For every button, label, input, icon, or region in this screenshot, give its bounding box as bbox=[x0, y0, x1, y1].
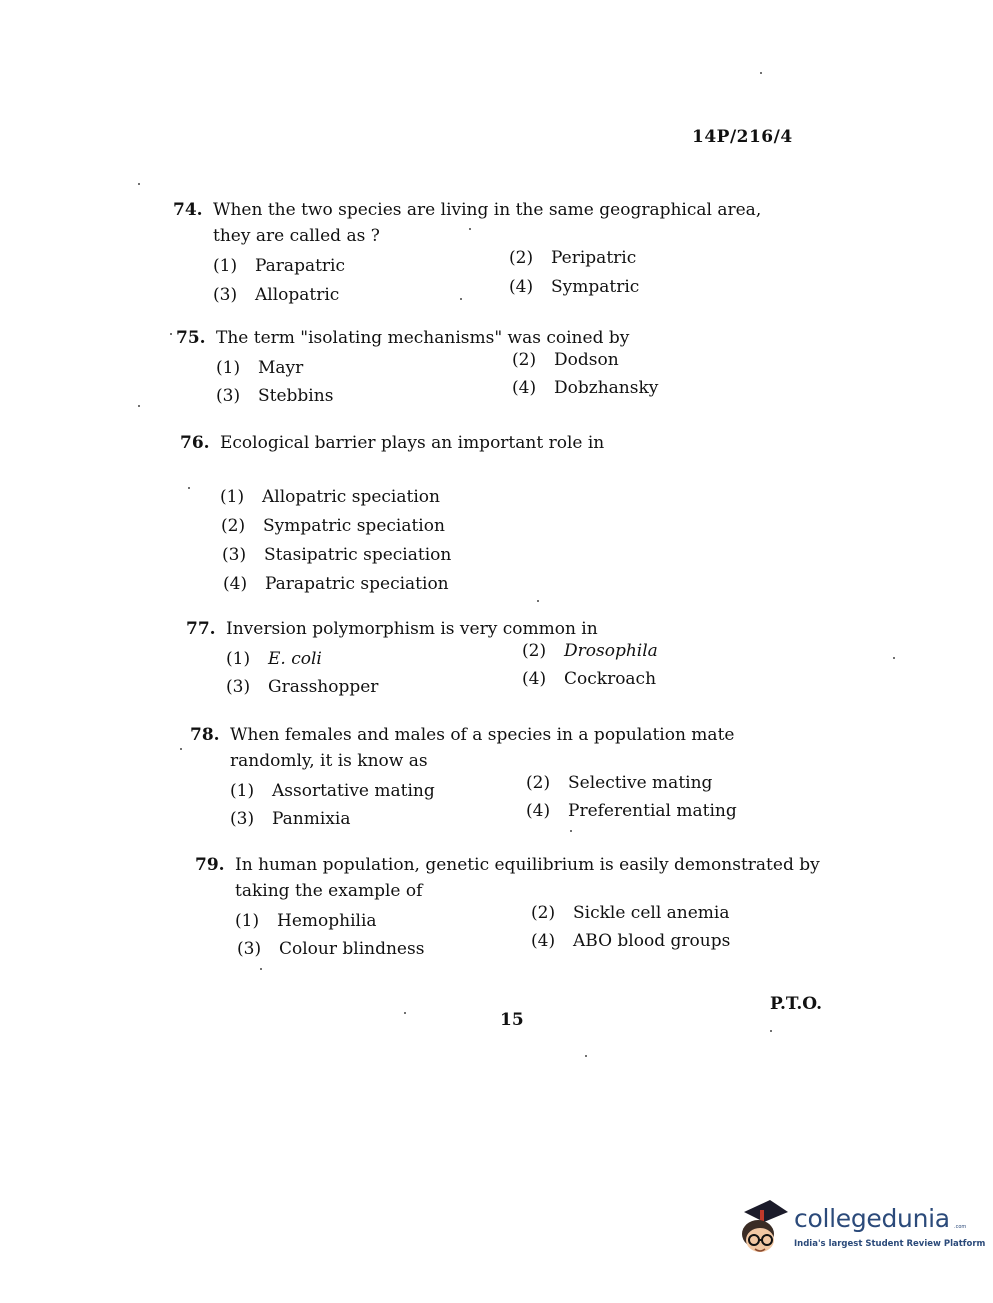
scan-speck bbox=[770, 1030, 772, 1032]
brand-name: collegedunia bbox=[794, 1204, 950, 1233]
option-2: (2) Sympatric speciation bbox=[221, 516, 445, 536]
scan-speck bbox=[188, 487, 190, 489]
collegedunia-watermark bbox=[736, 1196, 986, 1260]
scan-speck bbox=[893, 657, 895, 659]
question-text: When females and males of a species in a population mate randomly, it is know as bbox=[230, 725, 735, 771]
option-1: (1) Assortative mating bbox=[230, 781, 435, 801]
page-number: 15 bbox=[500, 1010, 524, 1030]
option-4: (4) Dobzhansky bbox=[512, 378, 659, 398]
option-4: (4) Parapatric speciation bbox=[223, 574, 449, 594]
question-78 bbox=[190, 722, 820, 838]
option-4: (4) Preferential mating bbox=[526, 801, 737, 821]
question-number: 76. bbox=[180, 433, 210, 453]
question-text: In human population, genetic equilibrium is easily demonstrated by taking the example of bbox=[235, 855, 820, 901]
option-1: (1) Mayr bbox=[216, 358, 304, 378]
question-text: Ecological barrier plays an important role in bbox=[220, 433, 605, 453]
question-text: The term "isolating mechanisms" was coined by bbox=[216, 328, 630, 348]
option-3: (3) Stasipatric speciation bbox=[222, 545, 452, 565]
question-number: 75. bbox=[176, 328, 206, 348]
option-2: (2) Dodson bbox=[512, 350, 619, 370]
question-77 bbox=[186, 616, 826, 706]
scan-speck bbox=[760, 72, 762, 74]
option-2: (2) Sickle cell anemia bbox=[531, 903, 730, 923]
question-74 bbox=[173, 197, 803, 313]
option-1: (1) Hemophilia bbox=[235, 911, 377, 931]
question-number: 77. bbox=[186, 619, 216, 639]
question-number: 79. bbox=[195, 855, 225, 875]
paper-code: 14P/216/4 bbox=[692, 127, 793, 147]
scan-speck bbox=[138, 183, 140, 185]
question-79 bbox=[195, 852, 825, 968]
option-3: (3) Grasshopper bbox=[226, 677, 379, 697]
option-3: (3) Allopatric bbox=[213, 285, 340, 305]
scan-speck bbox=[537, 600, 539, 602]
question-text: When the two species are living in the same geographical area, they are called as ? bbox=[213, 200, 762, 246]
question-75 bbox=[176, 325, 816, 415]
option-1: (1) E. coli bbox=[226, 649, 322, 669]
question-text: Inversion polymorphism is very common in bbox=[226, 619, 598, 639]
brand-domain: .com bbox=[954, 1224, 967, 1230]
option-1: (1) Parapatric bbox=[213, 256, 346, 276]
option-3: (3) Panmixia bbox=[230, 809, 351, 829]
question-number: 74. bbox=[173, 200, 203, 220]
scan-speck bbox=[469, 228, 471, 230]
scan-speck bbox=[460, 298, 462, 300]
option-1: (1) Allopatric speciation bbox=[220, 487, 440, 507]
option-3: (3) Stebbins bbox=[216, 386, 334, 406]
option-2: (2) Selective mating bbox=[526, 773, 713, 793]
option-4: (4) Sympatric bbox=[509, 277, 640, 297]
brand-tagline: India's largest Student Review Platform bbox=[794, 1239, 986, 1249]
option-4: (4) ABO blood groups bbox=[531, 931, 731, 951]
question-number: 78. bbox=[190, 725, 220, 745]
scan-speck bbox=[585, 1055, 587, 1057]
option-3: (3) Colour blindness bbox=[237, 939, 425, 959]
scan-speck bbox=[170, 333, 172, 335]
scan-speck bbox=[570, 830, 572, 832]
pto-label: P.T.O. bbox=[770, 994, 822, 1014]
scan-speck bbox=[404, 1012, 406, 1014]
scan-speck bbox=[180, 748, 182, 750]
option-2: (2) Drosophila bbox=[522, 641, 658, 661]
scan-speck bbox=[138, 405, 140, 407]
option-4: (4) Cockroach bbox=[522, 669, 657, 689]
scan-speck bbox=[260, 968, 262, 970]
question-76 bbox=[180, 430, 820, 604]
option-2: (2) Peripatric bbox=[509, 248, 637, 268]
mascot-icon bbox=[736, 1196, 792, 1260]
